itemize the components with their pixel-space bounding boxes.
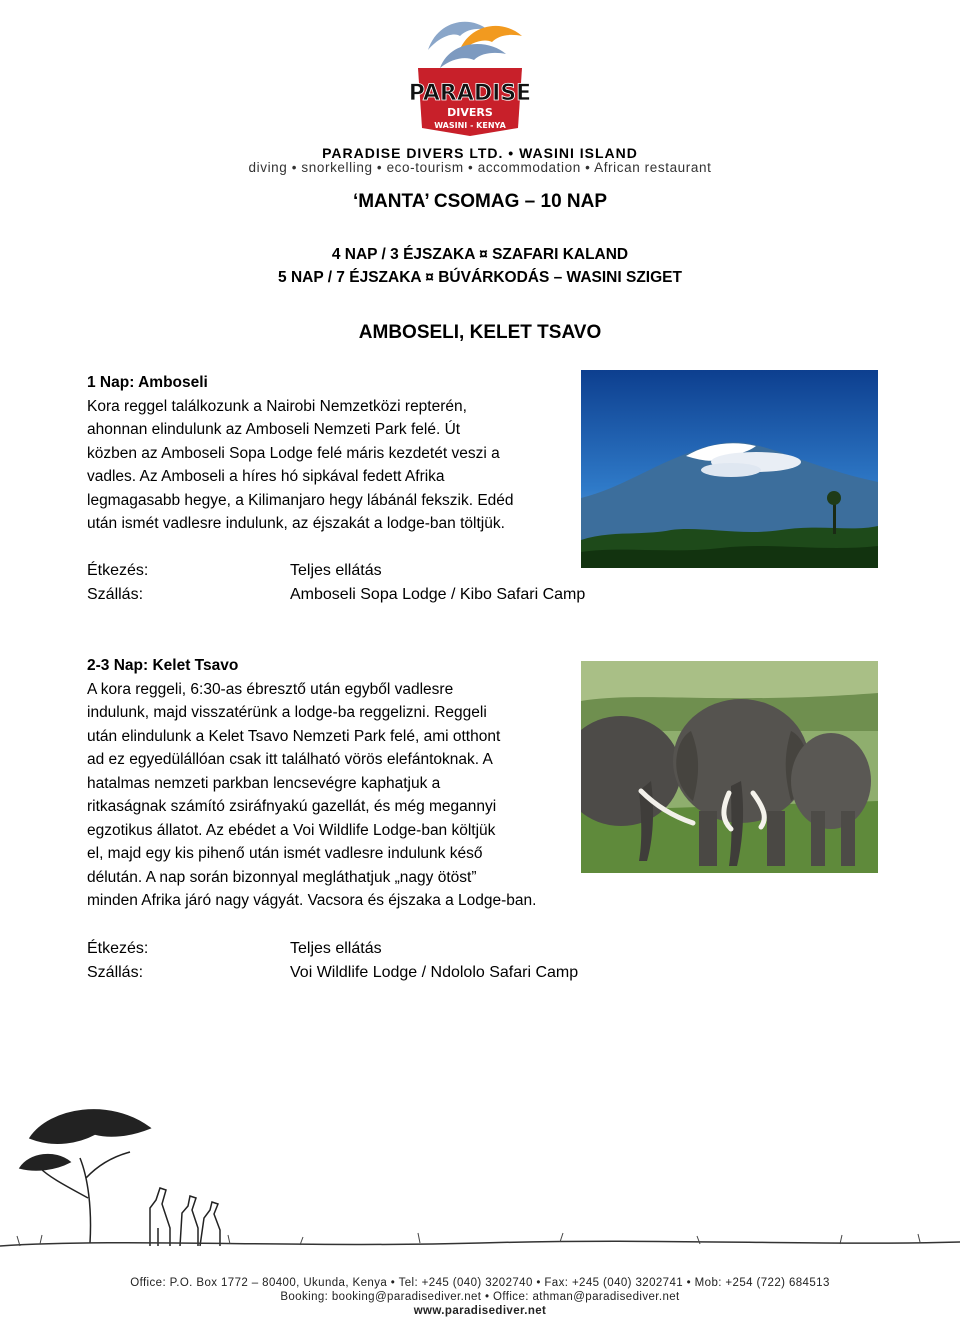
day2-line: A kora reggeli, 6:30-as ébresztő után egyből vadlesre xyxy=(87,680,454,698)
footer-office-line: Office: P.O. Box 1772 – 80400, Ukunda, Kenya • Tel: +245 (040) 3202740 • Fax: +245 (040) 3202741 • Mob: +254 (722) 684513 xyxy=(130,1277,830,1289)
day2-line: ad ez egyedülállóan csak itt található vörös elefántoknak. A xyxy=(87,751,493,768)
subtitle-diving: 5 NAP / 7 ÉJSZAKA ¤ BÚVÁRKODÁS – WASINI SZIGET xyxy=(278,269,682,286)
elephants-photo xyxy=(581,661,878,873)
day2-line: minden Afrika járó nagy vágyát. Vacsora és éjszaka a Lodge-ban. xyxy=(87,892,537,909)
day1-line: ahonnan elindulunk az Amboseli Nemzeti Park felé. Út xyxy=(87,421,461,438)
footer-website-link[interactable]: www.paradisediver.net xyxy=(413,1305,547,1317)
day1-section xyxy=(87,371,577,536)
savanna-footer-art xyxy=(0,1078,960,1283)
day1-meal-value: Teljes ellátás xyxy=(290,562,382,579)
day1-line: Kora reggel találkozunk a Nairobi Nemzetközi repterén, xyxy=(87,397,467,415)
paradise-divers-logo xyxy=(410,10,530,138)
day2-line: el, majd egy kis pihenő után ismét vadlesre indulunk késő xyxy=(87,845,483,862)
region-heading: AMBOSELI, KELET TSAVO xyxy=(358,322,602,343)
day2-line: után elindulunk a Kelet Tsavo Nemzeti Park felé, ami otthont xyxy=(87,727,501,745)
day2-heading: 2-3 Nap: Kelet Tsavo xyxy=(87,657,239,674)
footer-booking-line: Booking: booking@paradisediver.net • Office: athman@paradisediver.net xyxy=(280,1291,680,1303)
day1-stay-label: Szállás: xyxy=(87,586,144,603)
day2-line: ritkaságnak számító zsiráfnyakú gazellát, és még megannyi xyxy=(87,798,497,815)
day1-line: legmagasabb hegye, a Kilimanjaro hegy lábánál fekszik. Edéd xyxy=(87,491,514,509)
day2-stay-value: Voi Wildlife Lodge / Ndololo Safari Camp xyxy=(290,964,579,981)
day2-meal-value: Teljes ellátás xyxy=(290,940,382,957)
day2-line: délután. A nap során bizonnyal megláthatjuk „nagy ötöst” xyxy=(87,868,477,886)
subtitle-safari: 4 NAP / 3 ÉJSZAKA ¤ SZAFARI KALAND xyxy=(331,246,629,263)
kilimanjaro-photo xyxy=(581,370,878,568)
logo-sub2: WASINI - KENYA xyxy=(434,121,506,130)
company-name: PARADISE DIVERS LTD. • WASINI ISLAND xyxy=(322,145,638,161)
day1-heading: 1 Nap: Amboseli xyxy=(87,374,208,391)
company-tagline: diving • snorkelling • eco-tourism • accommodation • African restaurant xyxy=(248,160,712,175)
day1-line: vadles. Az Amboseli a híres hó sipkával fedett Afrika xyxy=(87,468,445,485)
footer-contact xyxy=(0,1276,960,1318)
logo-sub: DIVERS xyxy=(447,106,493,119)
day1-meal-label: Étkezés: xyxy=(87,562,149,579)
logo-text: PARADISE xyxy=(410,81,530,106)
day2-stay-label: Szállás: xyxy=(87,964,144,981)
day1-line: után ismét vadlesre indulunk, az éjszakát a lodge-ban töltjük. xyxy=(87,515,505,532)
day2-section xyxy=(87,654,602,913)
page-title: ‘MANTA’ CSOMAG – 10 NAP xyxy=(352,191,608,212)
day1-line: közben az Amboseli Sopa Lodge felé máris kezdetét veszi a xyxy=(87,444,500,462)
day2-line: indulunk, majd visszatérünk a lodge-ba reggelizni. Reggeli xyxy=(87,704,487,721)
day2-line: hatalmas nemzeti parkban lencsevégre kaphatjuk a xyxy=(87,774,441,792)
day1-stay-value: Amboseli Sopa Lodge / Kibo Safari Camp xyxy=(290,586,586,603)
day2-meal-label: Étkezés: xyxy=(87,940,149,957)
day2-line: egzotikus állatot. Az ebédet a Voi Wildlife Lodge-ban költjük xyxy=(87,821,496,839)
